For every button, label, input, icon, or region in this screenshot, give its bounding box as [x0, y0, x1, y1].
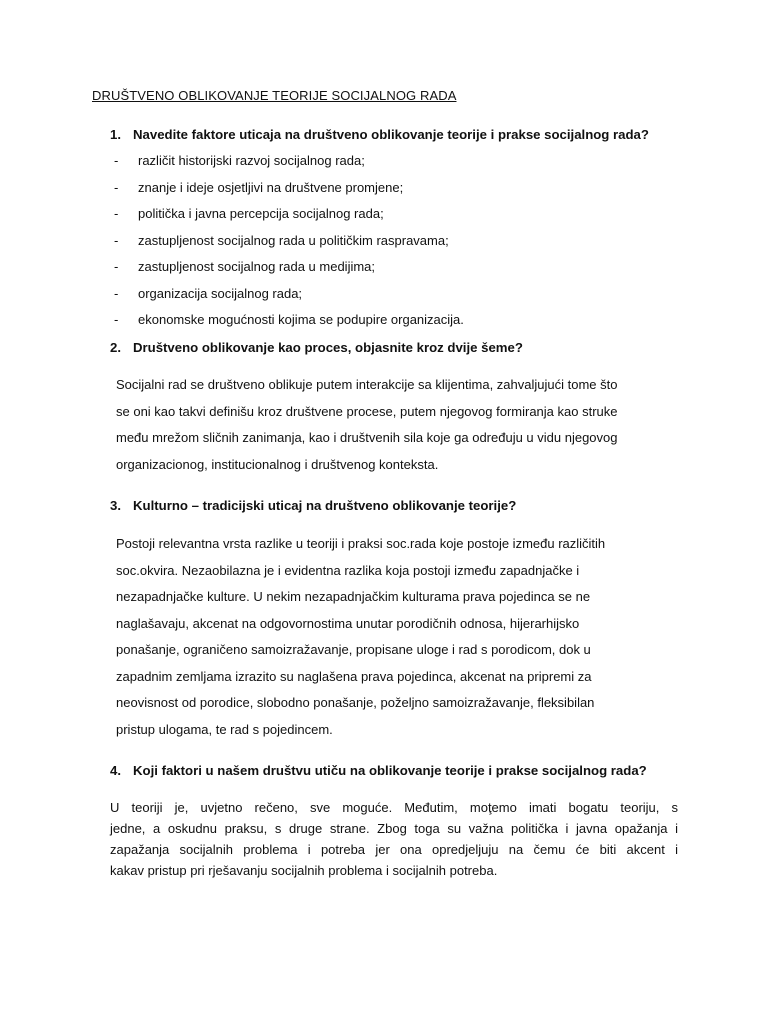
question-text: Koji faktori u našem društvu utiču na oblikovanje teorije i prakse socijalnog rada?: [133, 763, 647, 778]
paragraph-line: jedne, a oskudnu praksu, s druge strane. Zbog toga su važna politička i javna opažanja i: [110, 821, 678, 836]
question-number: 4.: [110, 763, 121, 778]
question-number: 1.: [110, 127, 121, 142]
question-text: Kulturno – tradicijski uticaj na društveno oblikovanje teorije?: [133, 498, 517, 513]
paragraph-line: kakav pristup pri rješavanju socijalnih problema i socijalnih potreba.: [110, 863, 498, 878]
paragraph-line: među mrežom sličnih zanimanja, kao i društvenih sila koje ga određuju u vidu njegovog: [116, 430, 618, 445]
bullet-dash: -: [114, 259, 119, 274]
paragraph-line: pristup ulogama, te rad s pojedincem.: [116, 721, 333, 737]
bullet-dash: -: [114, 232, 119, 248]
question-2: [110, 340, 523, 355]
answer-4: [110, 797, 678, 881]
list-item: - zastupljenost socijalnog rada u medijima;: [114, 259, 376, 274]
paragraph-line: naglašavaju, akcenat na odgovornostima unutar porodičnih odnosa, hijerarhijsko: [116, 615, 580, 631]
question-3: [110, 498, 516, 513]
question-text: Društveno oblikovanje kao proces, objasnite kroz dvije šeme?: [133, 340, 523, 355]
paragraph-line: se oni kao takvi definišu kroz društvene procese, putem njegovog formiranja kao struke: [116, 403, 618, 419]
bullet-dash: -: [114, 206, 119, 221]
answer-3: [116, 531, 676, 743]
paragraph-line: U teoriji je, uvjetno rečeno, sve moguće. Međutim, moţemo imati bogatu teoriju, s: [110, 800, 678, 815]
paragraph-line: Postoji relevantna vrsta razlike u teoriji i praksi soc.rada koje postoje između različitih: [116, 536, 606, 551]
list-item: - organizacija socijalnog rada;: [114, 285, 303, 301]
question-4: [110, 763, 647, 778]
bullet-dash: -: [114, 179, 119, 195]
list-item: - ekonomske mogućnosti kojima se podupire organizacija.: [114, 312, 464, 327]
paragraph-line: zapadnim zemljama izrazito su naglašena prava pojedinca, akcenat na pripremi za: [116, 668, 592, 684]
paragraph-line: nezapadnjačke kulture. U nekim nezapadnjačkim kulturama prava pojedinca se ne: [116, 589, 591, 604]
question-text: Navedite faktore uticaja na društveno oblikovanje teorije i prakse socijalnog rada?: [133, 127, 649, 142]
answer-2: [116, 372, 676, 478]
question-1: [110, 127, 649, 142]
list-item: - različit historijski razvoj socijalnog rada;: [114, 153, 365, 168]
list-item: - znanje i ideje osjetljivi na društvene promjene;: [114, 179, 404, 195]
document-title: DRUŠTVENO OBLIKOVANJE TEORIJE SOCIJALNOG RADA: [92, 88, 457, 103]
factors-list: [114, 154, 464, 340]
list-item: - politička i javna percepcija socijalnog rada;: [114, 206, 384, 221]
paragraph-line: organizacionog, institucionalnog i društvenog konteksta.: [116, 456, 439, 472]
question-number: 2.: [110, 340, 121, 355]
paragraph-line: soc.okvira. Nezaobilazna je i evidentna razlika koja postoji između zapadnjačke i: [116, 562, 580, 578]
paragraph-line: zapažanja socijalnih problema i potreba jer ona opredjeljuju na čemu će biti akcent i: [110, 842, 678, 857]
paragraph-line: neovisnost od porodice, slobodno ponašanje, poželjno samoizražavanje, fleksibilan: [116, 695, 595, 710]
paragraph-line: Socijalni rad se društveno oblikuje putem interakcije sa klijentima, zahvaljujući tome što: [116, 377, 618, 392]
list-item: - zastupljenost socijalnog rada u političkim raspravama;: [114, 232, 449, 248]
paragraph-line: ponašanje, ograničeno samoizražavanje, propisane uloge i rad s porodicom, dok u: [116, 642, 591, 657]
bullet-dash: -: [114, 312, 119, 327]
question-number: 3.: [110, 498, 121, 513]
bullet-dash: -: [114, 153, 119, 168]
bullet-dash: -: [114, 285, 119, 301]
